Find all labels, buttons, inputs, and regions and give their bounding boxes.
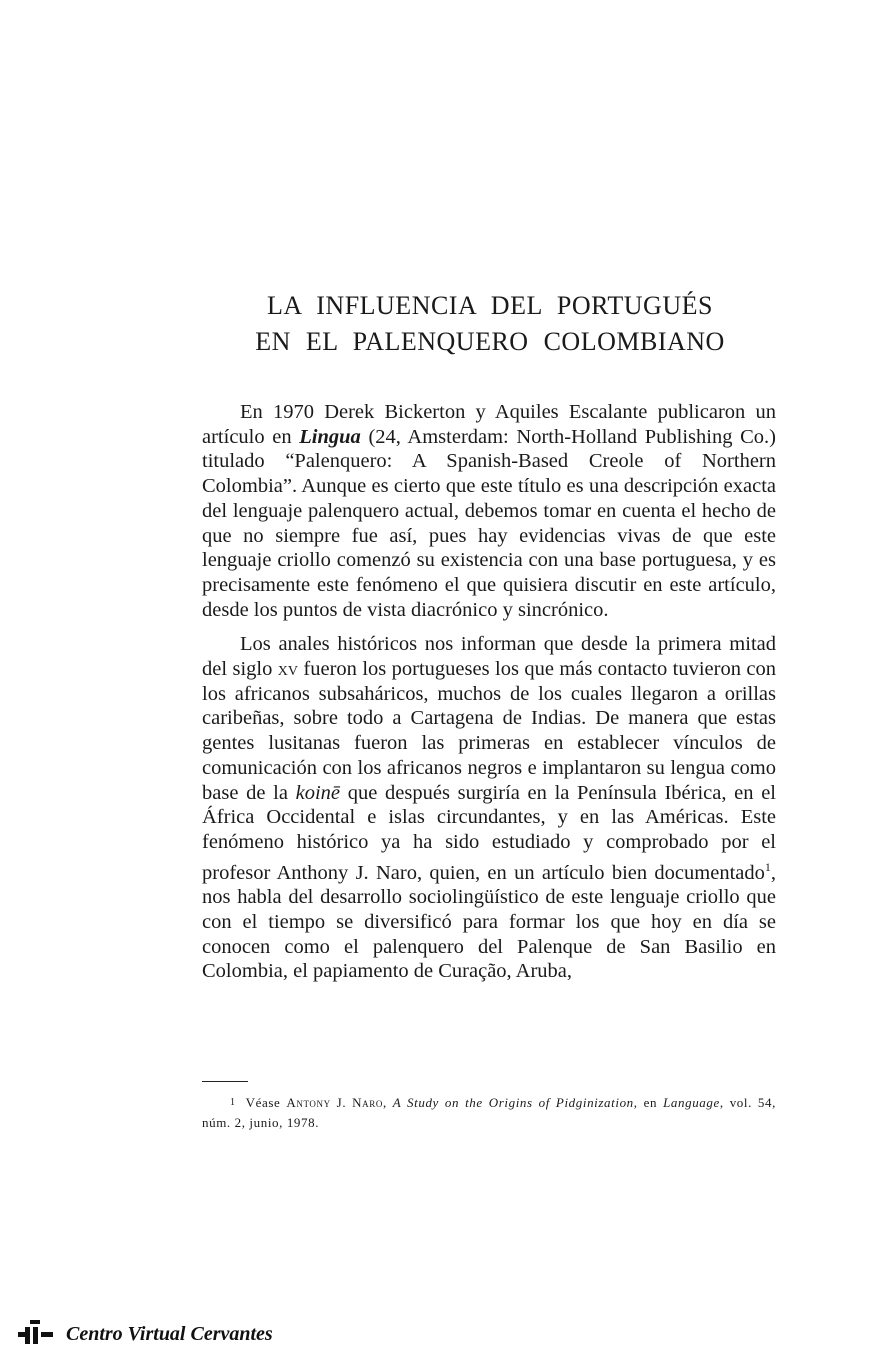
footnote-author: Antony J. Naro	[286, 1095, 383, 1110]
footnote-number: 1	[230, 1097, 236, 1108]
footnote-journal: Language	[663, 1095, 720, 1110]
cervantes-logo-icon	[14, 1318, 62, 1350]
paragraph-1	[202, 400, 776, 622]
paragraph-1-text-a: En 1970 Derek Bickerton y Aquiles Escalante publicaron un artículo en	[202, 401, 776, 448]
footnote: $^1$ Véase Antony J. Naro, A Study on the Origins of Pidginization, en Language, vol. 54, núm. 2, junio, 1978.	[202, 1095, 776, 1130]
paragraph-2-text-a: Los anales históricos nos informan que desde la primera mitad del siglo	[202, 633, 776, 681]
footer-brand-text: Centro Virtual Cervantes	[66, 1322, 273, 1345]
footnote-divider	[202, 1081, 248, 1082]
footnote-work-title: A Study on the Origins of Pidginization	[392, 1095, 634, 1110]
article-body	[202, 400, 776, 994]
footnote-see: Véase	[245, 1095, 281, 1110]
site-footer[interactable]	[14, 1316, 273, 1352]
century-numeral: xv	[277, 658, 298, 681]
journal-name-lingua: Lingua	[299, 425, 361, 448]
paragraph-2-text-d: , nos habla del desarrollo sociolingüístico de este lenguaje criollo que con el tiempo se diversificó para formar los que hoy en día se conocen como el palenquero del Palenque de San Basilio en Colombia, el papiamento de Curação, Aruba,	[202, 861, 776, 983]
paragraph-2-text-b: fueron los portugueses los que más contacto tuvieron con los africanos subsaháricos, muchos de los cuales llegaron a orillas caribeñas, sobre todo a Cartagena de Indias. De manera que estas gentes lusitanas fueron las primeras en establecer vínculos de comunicación con los africanos negros e implantaron su lengua como base de la	[202, 658, 776, 804]
paragraph-2	[202, 632, 776, 984]
article-title	[200, 288, 780, 360]
paragraph-2-text-c: que después surgiría en la Península Ibérica, en el África Occidental e islas circundantes, y en las Américas. Este fenómeno histórico ya ha sido estudiado y comprobado por el profesor Anthony J. Naro, quien, en un artículo bien documentado	[202, 781, 777, 884]
footnote-reference[interactable]: 1	[764, 859, 771, 874]
title-line-2: EN EL PALENQUERO COLOMBIANO	[255, 327, 725, 356]
footnote-in: , en	[633, 1095, 664, 1110]
paragraph-1-text-b: (24, Amsterdam: North-Holland Publishing Co.) titulado “Palenquero: A Spanish-Based Creole of Northern Colombia”. Aunque es cierto que este título es una descripción exacta del lenguaje palenquero actual, debemos tomar en cuenta el hecho de que no siempre fue así, pues hay evidencias vivas de que este lenguaje criollo comenzó su existencia con una base portuguesa, y es precisamente este fenómeno el que quisiera discutir en este artículo, desde los puntos de vista diacrónico y sincrónico.	[202, 425, 776, 621]
footnote-details: , vol. 54, núm. 2, junio, 1978.	[202, 1095, 776, 1130]
title-line-1: LA INFLUENCIA DEL PORTUGUÉS	[267, 291, 713, 320]
term-koine: koinē	[295, 781, 341, 804]
